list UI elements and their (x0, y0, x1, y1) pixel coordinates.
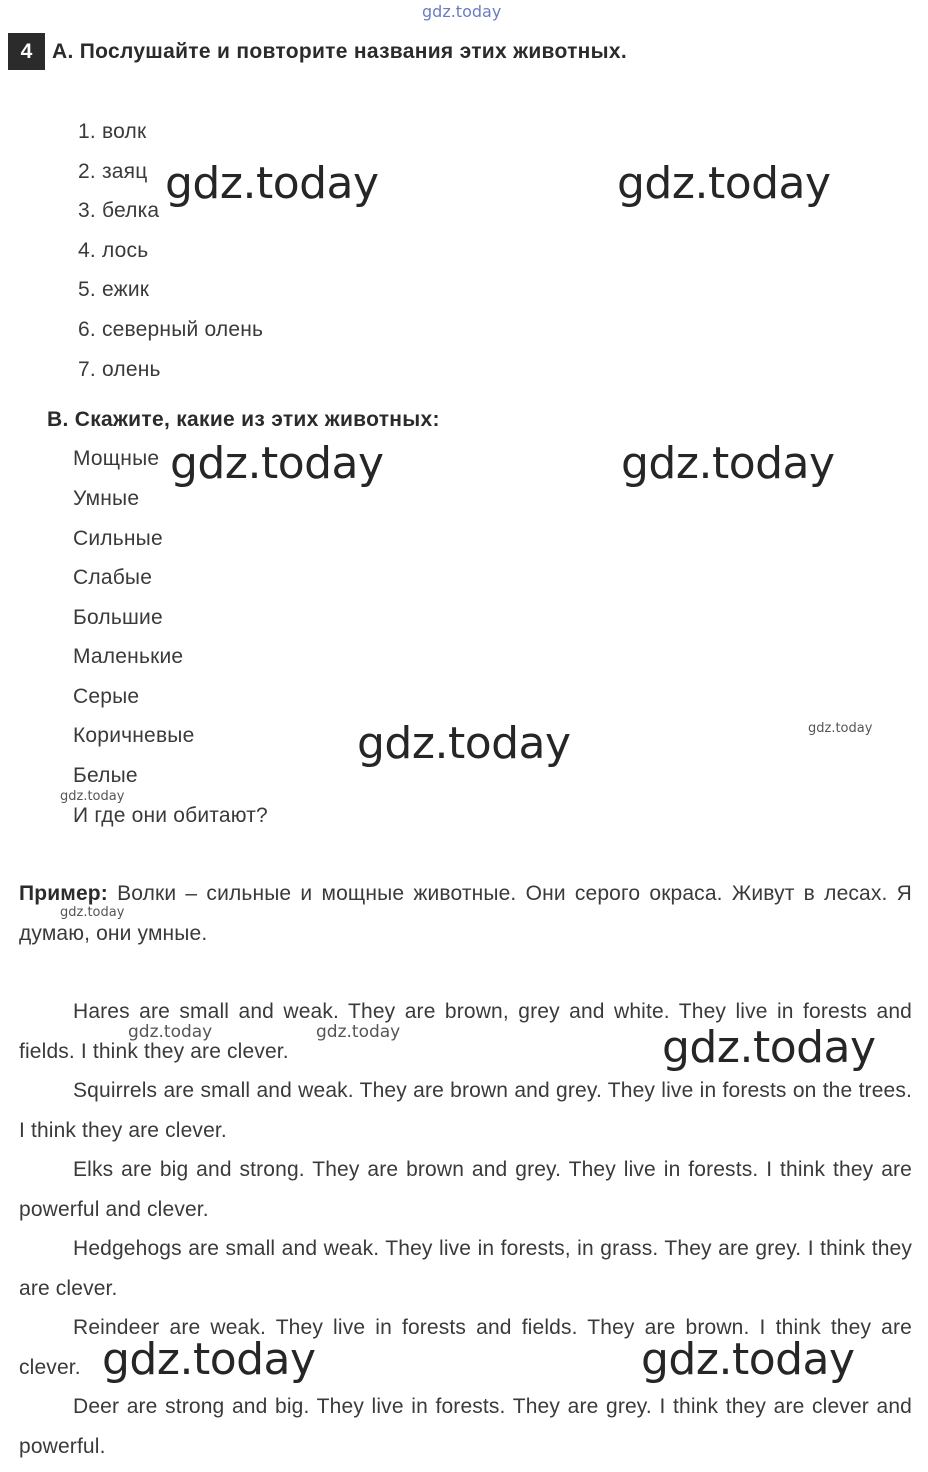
watermark: gdz.today (357, 718, 571, 769)
question-where: И где они обитают? (73, 804, 268, 827)
watermark-small: gdz.today (60, 905, 125, 920)
list-item: Коричневые (73, 724, 195, 747)
list-item: Мощные (73, 447, 160, 470)
answer-paragraph: Reindeer are weak. They live in forests and fields. They are brown. I think they are clever. (19, 1316, 912, 1379)
list-item: 2. заяц (78, 160, 148, 183)
watermark: gdz.today (102, 1334, 316, 1385)
example-label: Пример: (19, 882, 108, 905)
part-b-heading: В. Скажите, какие из этих животных: (47, 408, 440, 431)
watermark: gdz.today (165, 158, 379, 209)
watermark-top: gdz.today (422, 2, 502, 21)
answer-paragraph: Deer are strong and big. They live in forests. They are grey. I think they are clever and powerful. (19, 1395, 912, 1458)
list-item: 3. белка (78, 199, 160, 222)
watermark-small: gdz.today (808, 721, 873, 736)
part-a-heading: А. Послушайте и повторите названия этих животных. (52, 40, 627, 63)
list-item: 4. лось (78, 239, 149, 262)
task-number-badge: 4 (8, 33, 45, 70)
answer-paragraph: Hares are small and weak. They are brown, grey and white. They live in forests and fields. I think they are clever. (19, 1000, 912, 1063)
list-item: 7. олень (78, 358, 161, 381)
list-item: Большие (73, 606, 163, 629)
list-item: 6. северный олень (78, 318, 264, 341)
watermark: gdz.today (617, 158, 831, 209)
list-item: Маленькие (73, 645, 184, 668)
list-item: Слабые (73, 566, 153, 589)
watermark-small: gdz.today (128, 1022, 213, 1042)
answer-paragraph: Elks are big and strong. They are brown and grey. They live in forests. I think they are powerful and clever. (19, 1158, 912, 1221)
watermark-small: gdz.today (60, 789, 125, 804)
watermark: gdz.today (621, 438, 835, 489)
answer-paragraph: Hedgehogs are small and weak. They live in forests, in grass. They are grey. I think they are clever. (19, 1237, 912, 1300)
answer-paragraph: Squirrels are small and weak. They are brown and grey. They live in forests on the trees. I think they are clever. (19, 1079, 912, 1142)
list-item: 5. ежик (78, 278, 150, 301)
watermark-small: gdz.today (316, 1022, 401, 1042)
example-text: Волки – сильные и мощные животные. Они серого окраса. Живут в лесах. Я думаю, они умные. (19, 882, 912, 945)
watermark: gdz.today (641, 1334, 855, 1385)
list-item: Белые (73, 764, 138, 787)
list-item: 1. волк (78, 120, 147, 143)
list-item: Серые (73, 685, 140, 708)
watermark: gdz.today (662, 1022, 876, 1073)
list-item: Сильные (73, 527, 163, 550)
example-paragraph (19, 874, 912, 954)
watermark: gdz.today (170, 438, 384, 489)
list-item: Умные (73, 487, 140, 510)
